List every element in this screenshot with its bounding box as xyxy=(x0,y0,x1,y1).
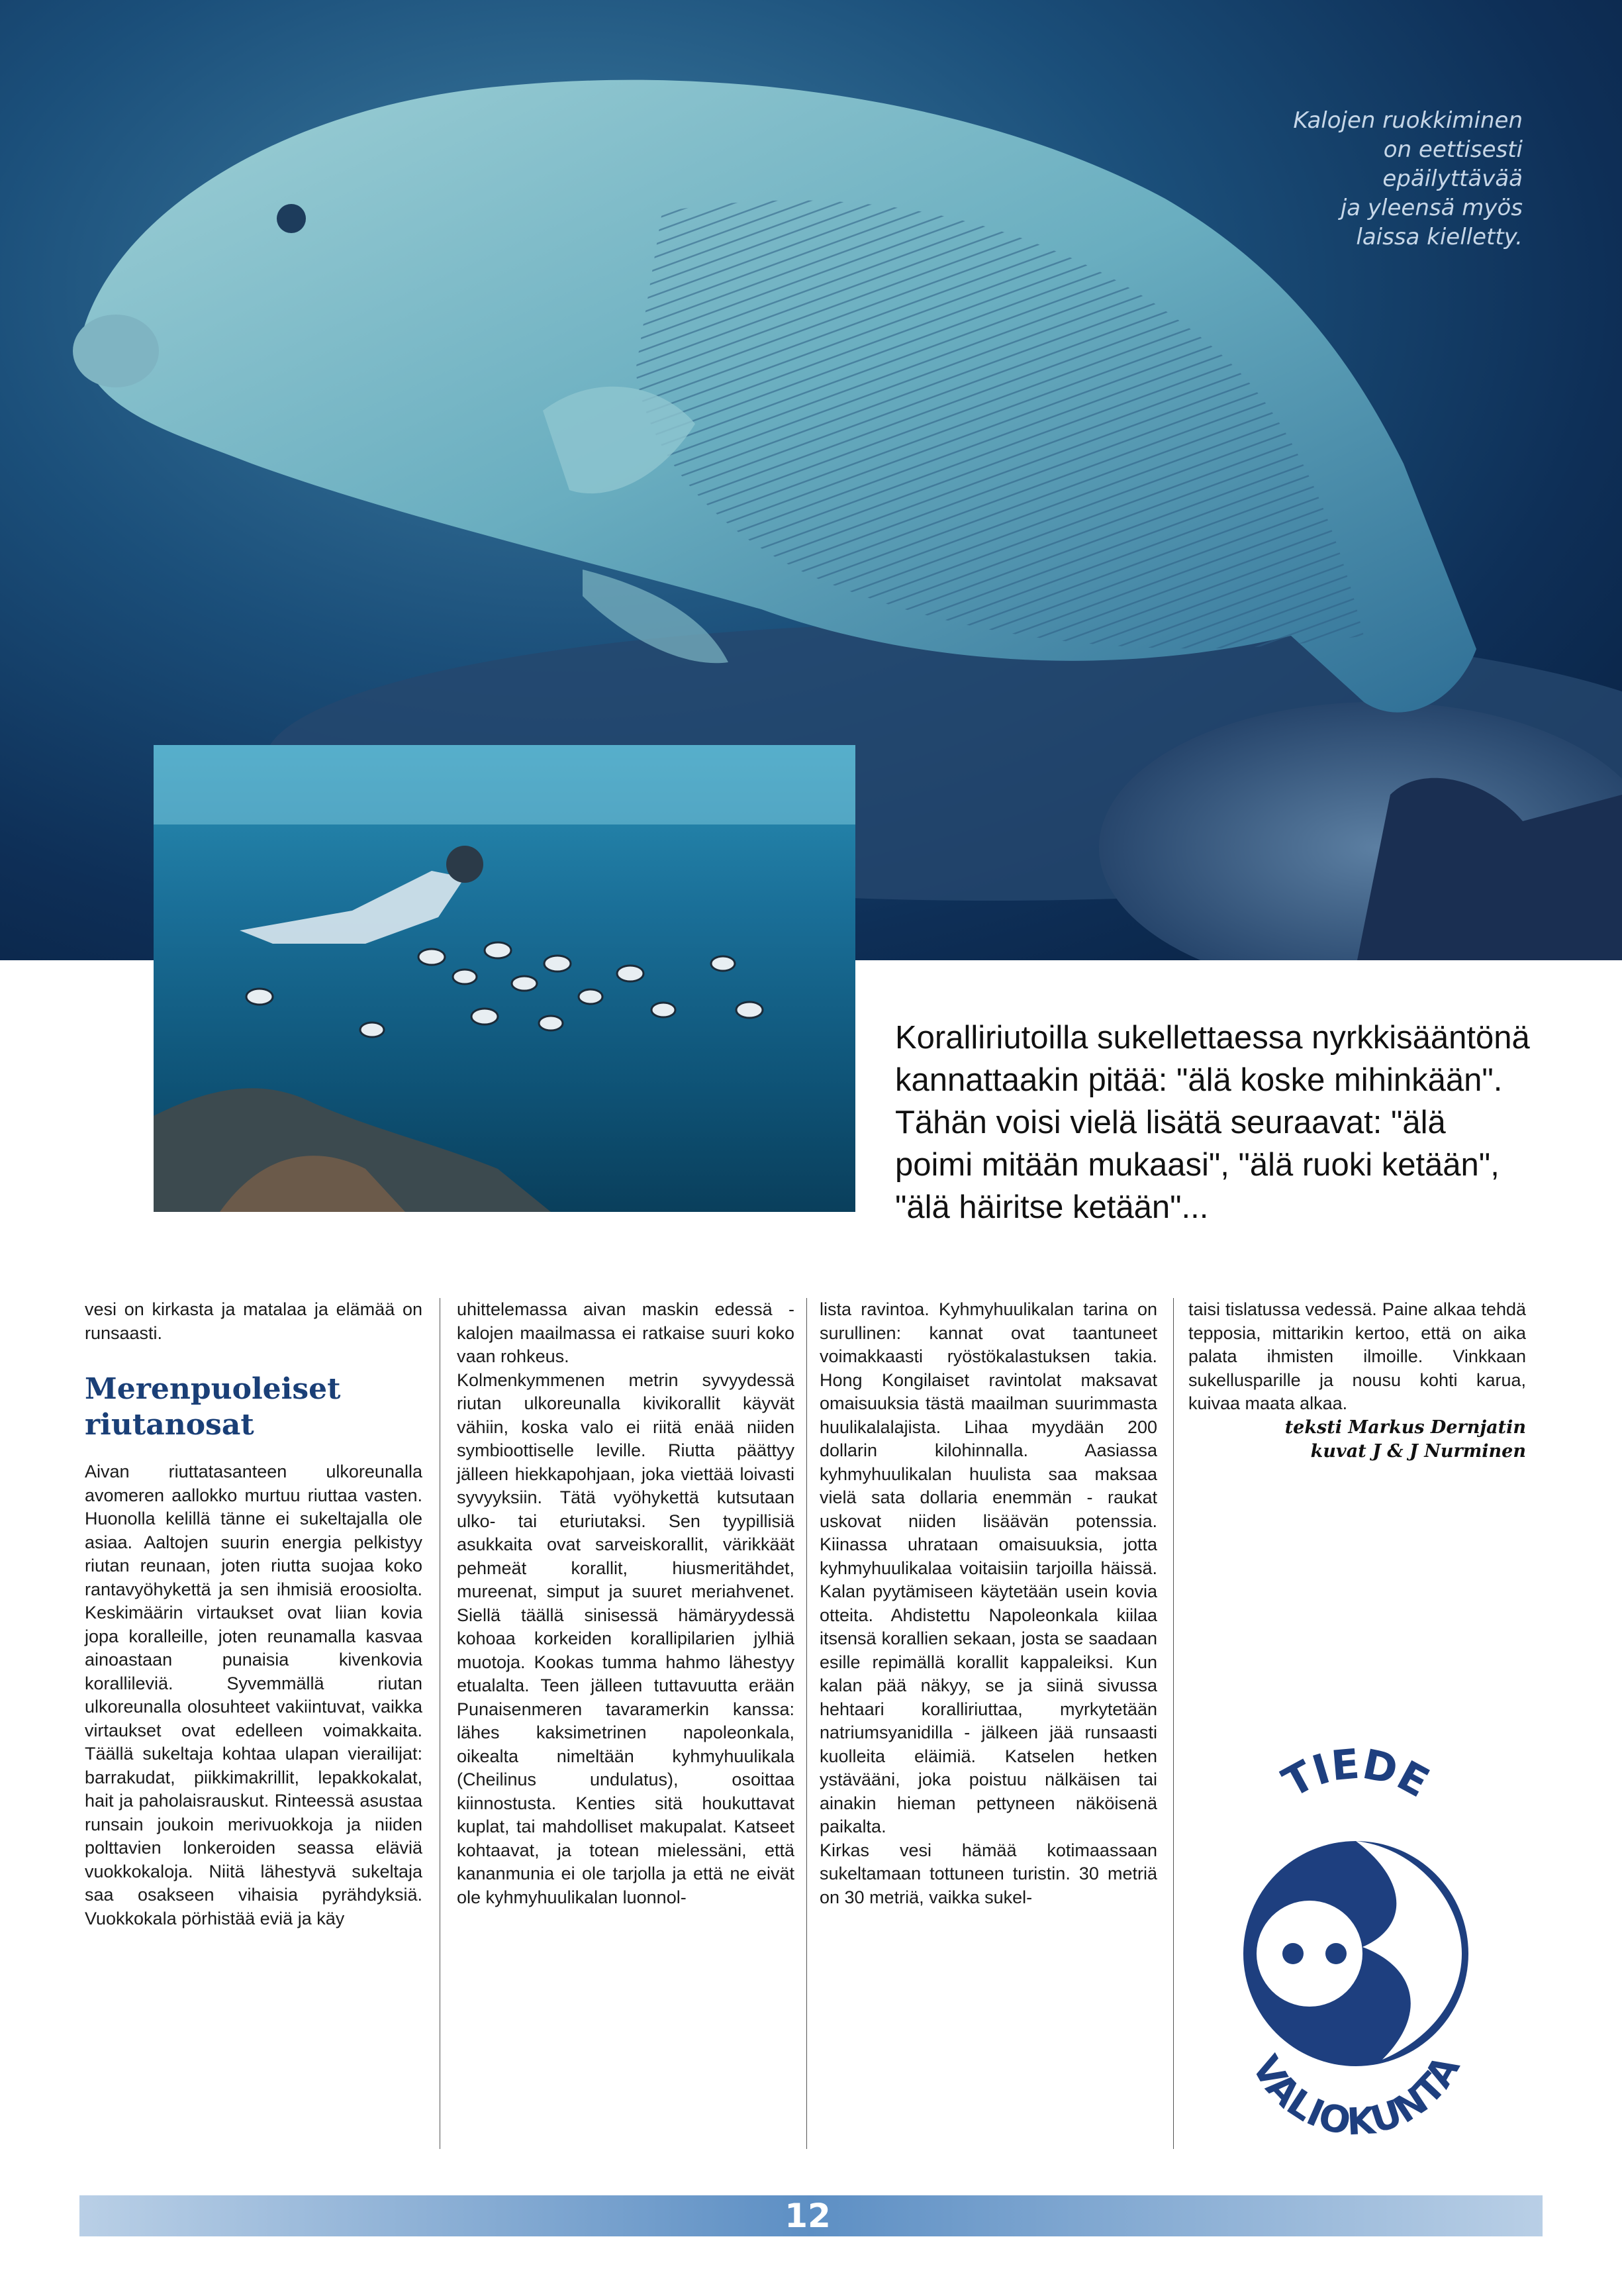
paragraph: Kolmenkymmenen metrin syvyydessä riutan ulkoreunalla kivikorallit käyvät vähiin, koska valo ei riitä enää niiden symbioottiselle leville. Riutta päättyy jälleen hiekkapohjaan, joka viettää loivasti syvyyksiin. Tätä vyöhykettä kutsutaan ulko- tai eturiutaksi. Sen tyypillisiä asukkaita ovat sarveiskorallit, värikkäät pehmeät korallit, hiusmeritähdet, mureenat, simput ja suuret meriahvenet. Siellä täällä sinisessä hämäryydessä kohoaa korkeiden korallipilarien jylhiä muotoja. Kookas tumma hahmo lähestyy etualalta. Teen jälleen tuttavuutta erään Punaisenmeren tavaramerkin kanssa: lähes kaksimetrinen napoleonkala, oikealta nimeltään kyhmyhuulikala (Cheilinus undulatus), osoittaa kiinnostusta. Kenties sitä houkuttavat kuplat, tai mahdolliset makupalat. Katseet kohtaavat, ja totean mielessäni, että kananmunia ei ole tarjolla ja että ne eivät ole kyhmyhuulikalan luonnol- xyxy=(457,1370,794,1907)
lead-paragraph: Koralliriutoilla sukellettaessa nyrkkisääntönä kannattaakin pitää: "älä koske mihinkään". Tähän voisi vielä lisätä seuraavat: "älä poimi mitään mukaasi", "älä ruoki ketään", "älä häiritse ketään"... xyxy=(895,1020,1530,1225)
caption-line: epäilyttävää xyxy=(1382,166,1523,192)
article-column-2 xyxy=(457,1298,794,1909)
page-number: 12 xyxy=(785,2197,831,2235)
paragraph: taisi tislatussa vedessä. Paine alkaa tehdä tepposia, mittarikin kertoo, että on aika palata ihmisten ilmoille. Vinkkaan sukellusparille ja nousu kohti karua, kuivaa maata alkaa. xyxy=(1188,1299,1526,1413)
paragraph: Aivan riuttatasanteen ulkoreunalla avomeren aallokko murtuu riuttaa vasten. Huonolla kelillä tänne ei sukeltajalla ole asiaa. Aaltojen suurin energia pelkistyy riutan reunaan, joten riutta suojaa koko rantavyöhykettä ja sen ihmisiä eroosiolta. Keskimäärin virtaukset ovat liian kovia jopa koralleille, joten reunamalla kasvaa ainoastaan punaisia kivenkovia korallileviä. Syvemmällä riutan ulkoreunalla olosuhteet vakiintuvat, vaikka virtaukset ovat edelleen voimakkaita. Täällä sukeltaja kohtaa ulapan vierailijat: barrakudat, piikkimakrillit, lepakkokalat, hait ja paholaisrauskut. Rinteessä asustaa runsain joukoin merivuokkoja ja niiden polttavien lonkeroiden seassa eläviä vuokkokaloja. Niitä lähestyvä sukeltaja saa osakseen vihaisia pyrähdyksiä. Vuokkokala pörhistää eviä ja käy xyxy=(85,1462,422,1928)
author-credit: teksti Markus Dernjatin xyxy=(1284,1417,1526,1438)
logo-bottom-text: VALIOKUNTA xyxy=(1243,2048,1469,2144)
photo-credit: kuvat J & J Nurminen xyxy=(1310,1440,1526,1462)
caption-line: Kalojen ruokkiminen xyxy=(1293,107,1523,134)
caption-line: on eettisesti xyxy=(1383,136,1523,163)
paragraph: Kirkas vesi hämää kotimaassaan sukeltamaan tottuneen turistin. 30 metriä on 30 metriä, vaikka sukel- xyxy=(820,1840,1157,1907)
snorkeler-photo xyxy=(154,745,855,1212)
paragraph: lista ravintoa. Kyhmyhuulikalan tarina on surullinen: kannat ovat taantuneet voimakkaasti ryöstökalastuksen takia. Hong Kongilaiset ravintolat maksavat omaisuuksia tästä maailman suurimmasta huulikalalajista. Lihaa myydään 200 dollarin kilohinnalla. Aasiassa kyhmyhuulikalan huulista saa maksaa vielä sata dollaria enemmän - raukat uskovat niiden lisäävän potenssia. Kiinassa uhrataan omaisuuksia, jotta kyhmyhuulikalaa voitaisiin tarjoilla häissä. Kalan pyytämiseen käytetään usein kovia otteita. Ahdistettu Napoleonkala kiilaa itsensä korallien sekaan, josta se saadaan esille repimällä korallit kappaleiksi. Kun kalan pää näkyy, se ja siinä sivussa hehtaari koralliriuttaa, myrkytetään natriumsyanidilla - jälkeen jää runsaasti kuolleita eläimiä. Katselen hetken ystävääni, joka poistuu nälkäisen tai ainakin hieman pettyneen näköisenä paikalta. xyxy=(820,1299,1157,1836)
column-divider xyxy=(806,1298,807,2149)
caption-line: ja yleensä myös xyxy=(1340,195,1523,221)
caption-line: laissa kielletty. xyxy=(1356,224,1523,250)
paragraph: vesi on kirkasta ja matalaa ja elämää on runsaasti. xyxy=(85,1299,422,1343)
tiede-valiokunta-logo xyxy=(1210,1748,1502,2146)
section-heading: Merenpuoleiset riutanosat xyxy=(85,1372,341,1442)
paragraph: uhittelemassa aivan maskin edessä - kalojen maailmassa ei ratkaise suuri koko vaan rohkeus. xyxy=(457,1299,794,1366)
logo-top-text: TIEDE xyxy=(1274,1748,1437,1807)
article-column-1 xyxy=(85,1298,422,1930)
article-column-4 xyxy=(1188,1298,1526,1464)
article-column-3 xyxy=(820,1298,1157,1909)
logo-emblem xyxy=(1210,1748,1502,2146)
column-divider xyxy=(1173,1298,1174,2149)
snorkeler-illustration xyxy=(154,745,855,1212)
hero-caption xyxy=(1178,106,1523,252)
